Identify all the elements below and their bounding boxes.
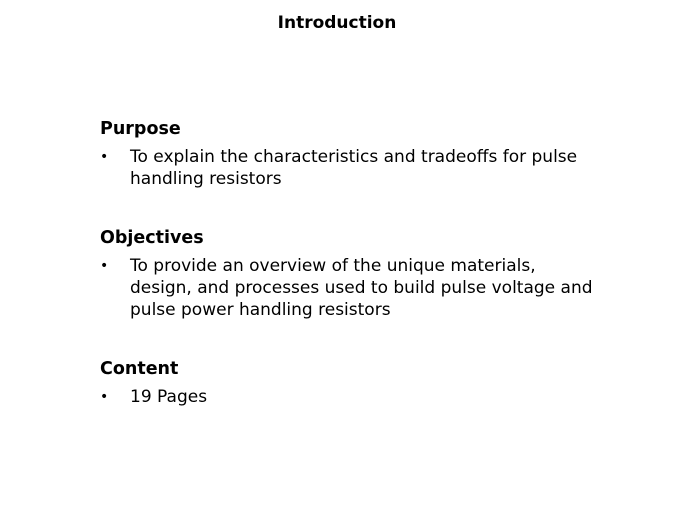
bullet-text: To explain the characteristics and tradeoffs for pulse handling resistors bbox=[130, 147, 578, 189]
bullet-list-objectives bbox=[100, 255, 620, 321]
bullet-item bbox=[100, 146, 600, 190]
bullet-item bbox=[100, 255, 600, 321]
section-content bbox=[100, 358, 620, 408]
bullet-icon: • bbox=[100, 258, 109, 274]
section-heading-purpose: Purpose bbox=[100, 119, 181, 139]
section-heading-objectives: Objectives bbox=[100, 228, 204, 248]
section-objectives bbox=[100, 227, 620, 321]
section-heading-content: Content bbox=[100, 359, 179, 379]
bullet-item bbox=[100, 386, 600, 408]
bullet-text: To provide an overview of the unique materials, design, and processes used to build pulse voltage and pulse power handling resistors bbox=[130, 256, 593, 320]
bullet-icon: • bbox=[100, 389, 109, 405]
bullet-list-purpose bbox=[100, 146, 620, 190]
bullet-icon: • bbox=[100, 149, 109, 165]
section-purpose bbox=[100, 118, 620, 190]
slide-title: Introduction bbox=[277, 13, 397, 33]
bullet-list-content bbox=[100, 386, 620, 408]
bullet-text: 19 Pages bbox=[130, 387, 208, 407]
